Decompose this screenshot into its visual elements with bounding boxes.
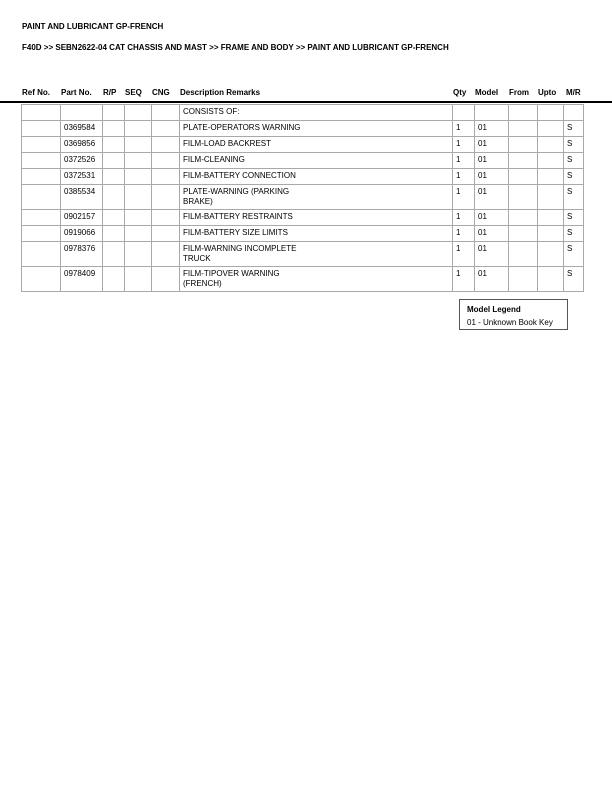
table-row (22, 121, 584, 137)
cell-rp (103, 185, 125, 210)
table-row (22, 226, 584, 242)
cell-model: 01 (475, 185, 509, 210)
cell-cng (152, 169, 180, 185)
cell-model (475, 105, 509, 121)
table-row (22, 105, 584, 121)
table-row (22, 267, 584, 292)
cell-ref (22, 242, 61, 267)
header-divider (0, 101, 612, 103)
table-row (22, 153, 584, 169)
cell-seq (125, 226, 152, 242)
cell-cng (152, 137, 180, 153)
cell-rp (103, 105, 125, 121)
header-part-no: Part No. (61, 88, 92, 97)
cell-rp (103, 121, 125, 137)
cell-qty: 1 (453, 185, 475, 210)
cell-upto (538, 169, 564, 185)
breadcrumb: F40D >> SEBN2622-04 CAT CHASSIS AND MAST >> FRAME AND BODY >> PAINT AND LUBRICANT GP-FRENCH (22, 43, 449, 52)
cell-upto (538, 267, 564, 292)
header-description: Description Remarks (180, 88, 261, 97)
table-row (22, 137, 584, 153)
cell-seq (125, 267, 152, 292)
cell-cng (152, 242, 180, 267)
legend-item: 01 - Unknown Book Key (467, 318, 553, 327)
cell-part: 0372526 (61, 153, 103, 169)
cell-upto (538, 226, 564, 242)
cell-cng (152, 153, 180, 169)
cell-upto (538, 105, 564, 121)
cell-part: 0369584 (61, 121, 103, 137)
cell-cng (152, 226, 180, 242)
cell-mr: S (564, 121, 584, 137)
cell-mr: S (564, 185, 584, 210)
cell-model: 01 (475, 169, 509, 185)
cell-mr: S (564, 226, 584, 242)
cell-seq (125, 185, 152, 210)
cell-from (509, 121, 538, 137)
cell-desc (180, 267, 453, 292)
cell-qty: 1 (453, 169, 475, 185)
cell-upto (538, 137, 564, 153)
description-line: FILM-WARNING INCOMPLETE (183, 244, 297, 253)
cell-model: 01 (475, 121, 509, 137)
table-row (22, 185, 584, 210)
cell-upto (538, 210, 564, 226)
cell-desc: CONSISTS OF: (180, 105, 453, 121)
cell-ref (22, 267, 61, 292)
cell-seq (125, 121, 152, 137)
cell-part: 0978376 (61, 242, 103, 267)
header-seq: SEQ (125, 88, 142, 97)
header-mr: M/R (566, 88, 581, 97)
cell-rp (103, 226, 125, 242)
cell-model: 01 (475, 242, 509, 267)
header-qty: Qty (453, 88, 467, 97)
cell-ref (22, 210, 61, 226)
cell-cng (152, 105, 180, 121)
page-title: PAINT AND LUBRICANT GP-FRENCH (22, 22, 164, 31)
cell-upto (538, 242, 564, 267)
legend-title: Model Legend (467, 305, 521, 314)
cell-ref (22, 185, 61, 210)
cell-qty: 1 (453, 153, 475, 169)
cell-from (509, 210, 538, 226)
cell-mr (564, 105, 584, 121)
cell-mr: S (564, 137, 584, 153)
cell-from (509, 137, 538, 153)
table-row (22, 210, 584, 226)
cell-desc: FILM-LOAD BACKREST (180, 137, 453, 153)
header-rp: R/P (103, 88, 117, 97)
cell-seq (125, 210, 152, 226)
cell-qty: 1 (453, 226, 475, 242)
cell-part: 0372531 (61, 169, 103, 185)
header-cng: CNG (152, 88, 170, 97)
cell-from (509, 153, 538, 169)
cell-desc: FILM-CLEANING (180, 153, 453, 169)
cell-mr: S (564, 153, 584, 169)
header-model: Model (475, 88, 499, 97)
cell-rp (103, 210, 125, 226)
cell-qty: 1 (453, 137, 475, 153)
model-legend (459, 299, 568, 330)
cell-desc (180, 242, 453, 267)
description-line: PLATE-WARNING (PARKING (183, 187, 290, 196)
cell-from (509, 105, 538, 121)
header-ref-no: Ref No. (22, 88, 50, 97)
cell-ref (22, 121, 61, 137)
cell-qty: 1 (453, 242, 475, 267)
cell-from (509, 267, 538, 292)
cell-part (61, 105, 103, 121)
cell-part: 0902157 (61, 210, 103, 226)
cell-upto (538, 153, 564, 169)
cell-mr: S (564, 267, 584, 292)
cell-desc: FILM-BATTERY SIZE LIMITS (180, 226, 453, 242)
cell-part: 0385534 (61, 185, 103, 210)
table-row (22, 169, 584, 185)
cell-upto (538, 121, 564, 137)
cell-rp (103, 153, 125, 169)
cell-ref (22, 226, 61, 242)
cell-rp (103, 267, 125, 292)
cell-mr: S (564, 210, 584, 226)
cell-qty: 1 (453, 267, 475, 292)
header-upto: Upto (538, 88, 557, 97)
cell-model: 01 (475, 137, 509, 153)
header-from: From (509, 88, 529, 97)
cell-part: 0369856 (61, 137, 103, 153)
cell-desc: PLATE-OPERATORS WARNING (180, 121, 453, 137)
cell-ref (22, 153, 61, 169)
cell-cng (152, 267, 180, 292)
parts-table (21, 104, 584, 292)
cell-seq (125, 137, 152, 153)
cell-desc: FILM-BATTERY RESTRAINTS (180, 210, 453, 226)
table-row (22, 242, 584, 267)
cell-cng (152, 185, 180, 210)
cell-ref (22, 169, 61, 185)
cell-from (509, 185, 538, 210)
cell-seq (125, 105, 152, 121)
cell-seq (125, 242, 152, 267)
cell-ref (22, 137, 61, 153)
description-line: (FRENCH) (183, 279, 222, 288)
cell-from (509, 242, 538, 267)
cell-part: 0919066 (61, 226, 103, 242)
description-line: BRAKE) (183, 197, 213, 206)
description-line: TRUCK (183, 254, 211, 263)
cell-rp (103, 169, 125, 185)
cell-qty: 1 (453, 210, 475, 226)
cell-seq (125, 153, 152, 169)
cell-upto (538, 185, 564, 210)
cell-desc (180, 185, 453, 210)
cell-ref (22, 105, 61, 121)
cell-from (509, 226, 538, 242)
cell-rp (103, 137, 125, 153)
cell-model: 01 (475, 153, 509, 169)
cell-from (509, 169, 538, 185)
cell-cng (152, 210, 180, 226)
cell-mr: S (564, 242, 584, 267)
cell-model: 01 (475, 267, 509, 292)
cell-mr: S (564, 169, 584, 185)
cell-rp (103, 242, 125, 267)
cell-seq (125, 169, 152, 185)
cell-qty: 1 (453, 121, 475, 137)
cell-part: 0978409 (61, 267, 103, 292)
cell-cng (152, 121, 180, 137)
cell-qty (453, 105, 475, 121)
cell-desc: FILM-BATTERY CONNECTION (180, 169, 453, 185)
cell-model: 01 (475, 226, 509, 242)
description-line: FILM-TIPOVER WARNING (183, 269, 280, 278)
cell-model: 01 (475, 210, 509, 226)
